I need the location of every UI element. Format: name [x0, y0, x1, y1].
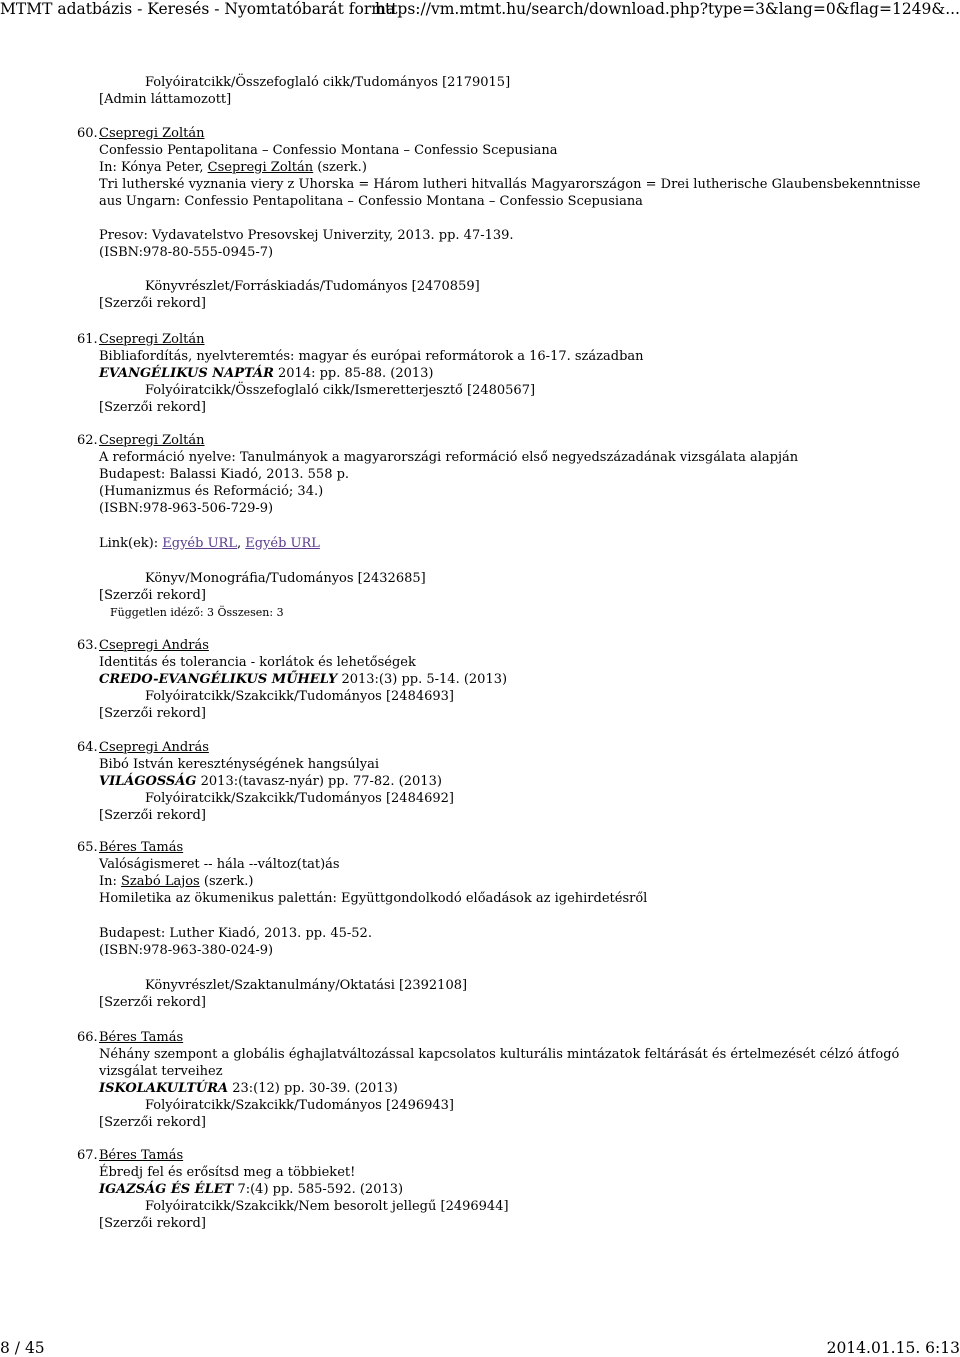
journal-name: VILÁGOSSÁG [99, 774, 197, 789]
publisher: Budapest: Balassi Kiadó, 2013. 558 p. [99, 467, 350, 482]
book-title-cont: aus Ungarn: Confessio Pentapolitana – Confessio Montana – Confessio Scepusiana [99, 194, 643, 209]
author-link[interactable]: Béres Tamás [99, 1148, 184, 1163]
journal-line: VILÁGOSSÁG 2013:(tavasz-nyár) pp. 77-82. (2013) [99, 774, 442, 789]
record-type: Folyóiratcikk/Összefoglaló cikk/Ismeretterjesztő [2480567] [145, 383, 536, 398]
entry-number: 64. [77, 740, 98, 755]
entry-number: 62. [77, 433, 98, 448]
page-title: MTMT adatbázis - Keresés - Nyomtatóbarát forma [0, 0, 396, 18]
entry-title: Bibliafordítás, nyelvteremtés: magyar és európai reformátorok a 16-17. században [99, 349, 644, 364]
author-link[interactable]: Csepregi Zoltán [99, 433, 205, 448]
series: (Humanizmus és Reformáció; 34.) [99, 484, 324, 499]
book-title: Homiletika az ökumenikus palettán: Együttgondolkodó előadások az igehirdetésről [99, 891, 648, 906]
external-link[interactable]: Egyéb URL [162, 536, 237, 551]
page-url: https://vm.mtmt.hu/search/download.php?type=3&lang=0&flag=1249&... [374, 0, 960, 18]
citation-count: Független idéző: 3 Összesen: 3 [110, 606, 284, 619]
record-type: Könyvrészlet/Szaktanulmány/Oktatási [2392108] [145, 978, 468, 993]
record-status: [Szerzői rekord] [99, 995, 206, 1010]
journal-line: EVANGÉLIKUS NAPTÁR 2014: pp. 85-88. (2013) [99, 366, 434, 381]
record-type: Folyóiratcikk/Szakcikk/Tudományos [2484692] [145, 791, 454, 806]
journal-name: CREDO-EVANGÉLIKUS MŰHELY [99, 672, 338, 687]
record-type: Folyóiratcikk/Szakcikk/Nem besorolt jellegű [2496944] [145, 1199, 509, 1214]
record-type: Folyóiratcikk/Összefoglaló cikk/Tudományos [2179015] [145, 75, 511, 90]
entry-title: Confessio Pentapolitana – Confessio Montana – Confessio Scepusiana [99, 143, 558, 158]
record-type: Könyv/Monográfia/Tudományos [2432685] [145, 571, 426, 586]
entry-number: 60. [77, 126, 98, 141]
editor-link[interactable]: Csepregi Zoltán [207, 160, 314, 175]
author-link[interactable]: Csepregi András [99, 740, 209, 755]
record-type: Könyvrészlet/Forráskiadás/Tudományos [2470859] [145, 279, 480, 294]
entry-number: 67. [77, 1148, 98, 1163]
isbn: (ISBN:978-80-555-0945-7) [99, 245, 274, 260]
author-link[interactable]: Béres Tamás [99, 1030, 184, 1045]
record-type: Folyóiratcikk/Szakcikk/Tudományos [2484693] [145, 689, 454, 704]
in-line: In: Szabó Lajos (szerk.) [99, 874, 254, 889]
record-status: [Szerzői rekord] [99, 296, 206, 311]
isbn: (ISBN:978-963-380-024-9) [99, 943, 274, 958]
journal-name: EVANGÉLIKUS NAPTÁR [99, 366, 274, 381]
publisher: Budapest: Luther Kiadó, 2013. pp. 45-52. [99, 926, 372, 941]
entry-number: 66. [77, 1030, 98, 1045]
entry-number: 61. [77, 332, 98, 347]
author-link[interactable]: Béres Tamás [99, 840, 184, 855]
publisher: Presov: Vydavatelstvo Presovskej Univerzity, 2013. pp. 47-139. [99, 228, 514, 243]
entry-title: Valóságismeret -- hála --változ(tat)ás [99, 857, 340, 872]
book-title: Tri lutherské vyznania viery z Uhorska = Három lutheri hitvallás Magyarországon = Drei lutherische Glaubensbekenntnisse [99, 177, 921, 192]
record-status: [Szerzői rekord] [99, 808, 206, 823]
author-link[interactable]: Csepregi András [99, 638, 209, 653]
entry-title: A reformáció nyelve: Tanulmányok a magyarországi reformáció első negyedszázadának vizsgálata alapján [99, 450, 799, 465]
journal-line: ISKOLAKULTÚRA 23:(12) pp. 30-39. (2013) [99, 1081, 398, 1096]
record-status: [Szerzői rekord] [99, 1216, 206, 1231]
entry-number: 65. [77, 840, 98, 855]
isbn: (ISBN:978-963-506-729-9) [99, 501, 274, 516]
author-link[interactable]: Csepregi Zoltán [99, 126, 205, 141]
page-number: 8 / 45 [0, 1339, 45, 1357]
entry-title: Néhány szempont a globális éghajlatváltozással kapcsolatos kulturális mintázatok feltárását és értelmezését célzó átfogó [99, 1047, 900, 1062]
record-status: [Szerzői rekord] [99, 588, 206, 603]
editor-link[interactable]: Szabó Lajos [121, 874, 200, 889]
entry-title-cont: vizsgálat terveihez [99, 1064, 223, 1079]
entry-number: 63. [77, 638, 98, 653]
author-link[interactable]: Csepregi Zoltán [99, 332, 205, 347]
journal-name: IGAZSÁG ÉS ÉLET [99, 1182, 234, 1197]
entry-title: Ébredj fel és erősítsd meg a többieket! [99, 1165, 356, 1180]
journal-line: IGAZSÁG ÉS ÉLET 7:(4) pp. 585-592. (2013) [99, 1182, 404, 1197]
in-line: In: Kónya Peter, Csepregi Zoltán (szerk.) [99, 160, 367, 175]
entry-title: Identitás és tolerancia - korlátok és lehetőségek [99, 655, 416, 670]
print-datetime: 2014.01.15. 6:13 [826, 1339, 960, 1357]
external-link[interactable]: Egyéb URL [245, 536, 320, 551]
record-status: [Admin láttamozott] [99, 92, 232, 107]
record-status: [Szerzői rekord] [99, 706, 206, 721]
journal-name: ISKOLAKULTÚRA [99, 1081, 229, 1096]
journal-line: CREDO-EVANGÉLIKUS MŰHELY 2013:(3) pp. 5-14. (2013) [99, 672, 508, 687]
record-status: [Szerzői rekord] [99, 400, 206, 415]
links-line: Link(ek): Egyéb URL, Egyéb URL [99, 536, 320, 551]
record-status: [Szerzői rekord] [99, 1115, 206, 1130]
record-type: Folyóiratcikk/Szakcikk/Tudományos [2496943] [145, 1098, 454, 1113]
entry-title: Bibó István kereszténységének hangsúlyai [99, 757, 379, 772]
